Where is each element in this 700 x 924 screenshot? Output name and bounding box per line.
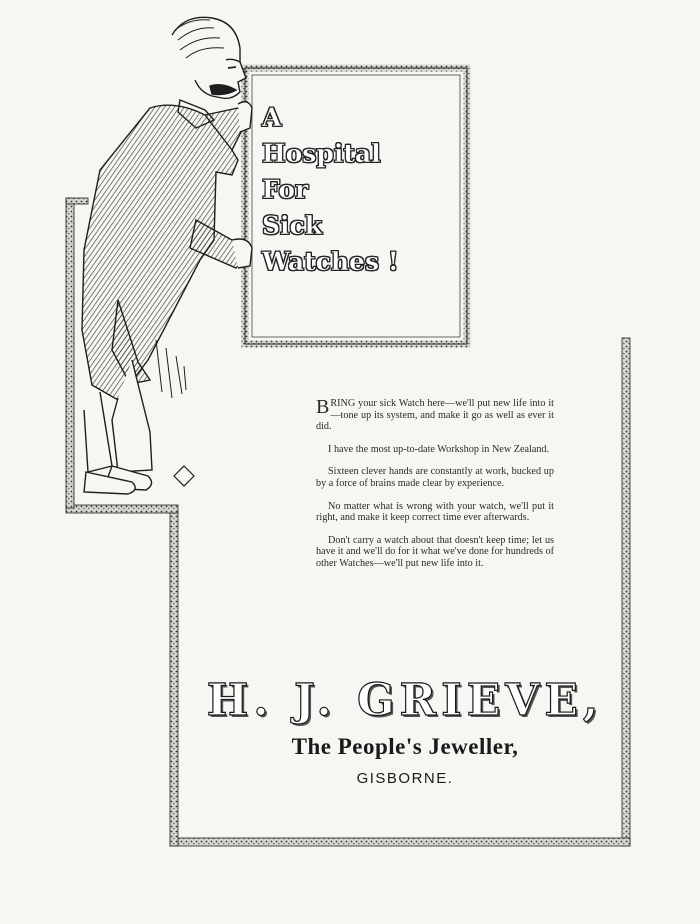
sign-headline <box>262 100 442 280</box>
signature-block <box>200 676 610 787</box>
sign-line-4: Sick <box>262 211 323 240</box>
business-tagline: The People's Jeweller, <box>291 734 519 759</box>
business-town: GISBORNE. <box>356 770 454 787</box>
man-illustration <box>82 17 252 494</box>
paragraph-4: No matter what is wrong with your watch, we'll put it right, and make it keep correct time ever afterwards. <box>316 500 554 524</box>
sign-line-3: For <box>262 175 309 204</box>
sign-line-2: Hospital <box>262 139 381 168</box>
business-name: H. J. GRIEVE, <box>206 675 604 726</box>
paragraph-3: Sixteen clever hands are constantly at work, bucked up by a force of brains made clear by experience. <box>316 466 554 489</box>
advert-body-copy <box>316 398 554 581</box>
drop-cap: B <box>316 396 330 418</box>
paragraph-5: Don't carry a watch about that doesn't keep time; let us have it and we'll do for it what we've done for hundreds of other Watches—we'll put new life into it. <box>316 534 554 569</box>
paragraph-1-text: RING your sick Watch here—we'll put new life into it—tone up its system, and make it go as well as ever it did. <box>316 398 554 433</box>
paragraph-1 <box>316 398 554 433</box>
sign-line-1: A <box>262 103 282 132</box>
sign-line-5: Watches ! <box>262 247 399 276</box>
paragraph-2: I have the most up-to-date Workshop in New Zealand. <box>328 443 550 455</box>
